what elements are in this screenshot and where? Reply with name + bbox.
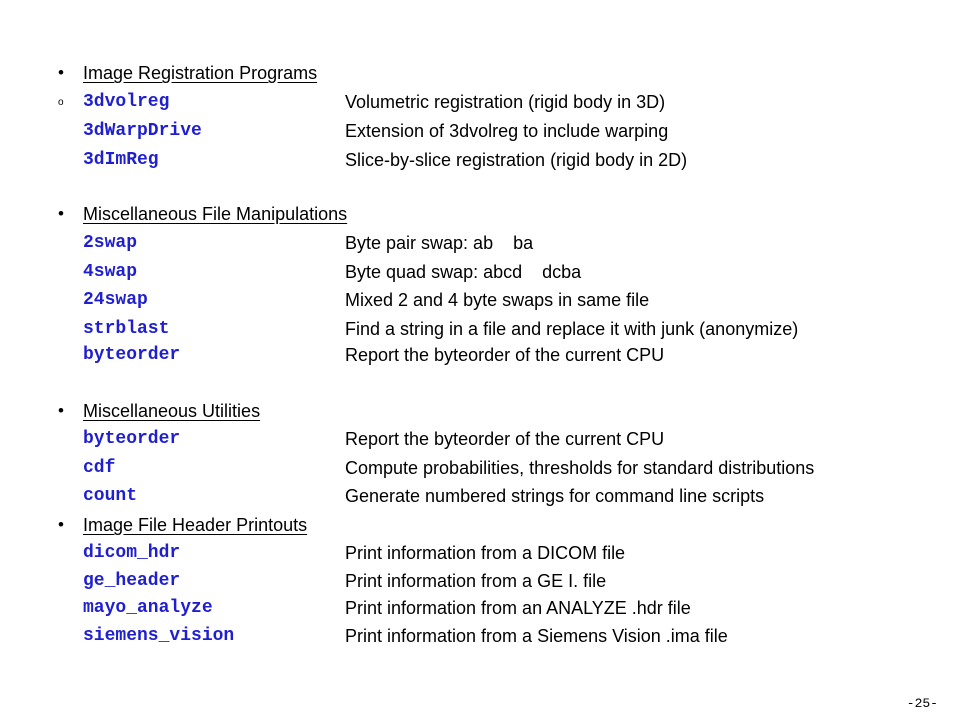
command-description: Print information from a GE I. file xyxy=(345,571,607,591)
command-name: ge_header xyxy=(83,571,181,591)
command-name: dicom_hdr xyxy=(83,543,181,563)
command-description: Print information from an ANALYZE .hdr file xyxy=(345,598,691,618)
command-description: Generate numbered strings for command line scripts xyxy=(345,486,765,506)
command-name: 3dWarpDrive xyxy=(83,121,202,141)
command-name: byteorder xyxy=(83,345,181,365)
command-description: Mixed 2 and 4 byte swaps in same file xyxy=(345,290,650,310)
command-description: Print information from a DICOM file xyxy=(345,543,626,563)
command-name: byteorder xyxy=(83,429,181,449)
command-name: siemens_vision xyxy=(83,626,235,646)
command-description: Print information from a Siemens Vision .ima file xyxy=(345,626,728,646)
command-description: Extension of 3dvolreg to include warping xyxy=(345,121,669,141)
command-name: 3dvolreg xyxy=(83,92,170,112)
command-name: 24swap xyxy=(83,290,148,310)
command-name: count xyxy=(83,486,138,506)
command-name: strblast xyxy=(83,319,170,339)
command-description: Report the byteorder of the current CPU xyxy=(345,345,665,365)
section-heading: Image Registration Programs xyxy=(83,63,318,83)
page-number: -25- xyxy=(906,696,938,711)
command-name: 2swap xyxy=(83,233,138,253)
command-description: Byte pair swap: ab ba xyxy=(345,233,534,253)
bullet-icon: • xyxy=(58,204,64,223)
command-description: Volumetric registration (rigid body in 3D) xyxy=(345,92,666,112)
bullet-icon: • xyxy=(58,515,64,534)
bullet-icon: • xyxy=(58,63,64,82)
section-heading: Miscellaneous File Manipulations xyxy=(83,204,348,224)
section-heading: Image File Header Printouts xyxy=(83,515,308,535)
command-name: cdf xyxy=(83,458,116,478)
command-description: Compute probabilities, thresholds for standard distributions xyxy=(345,458,815,478)
command-name: 4swap xyxy=(83,262,138,282)
command-description: Byte quad swap: abcd dcba xyxy=(345,262,582,282)
command-name: 3dImReg xyxy=(83,150,159,170)
bullet-icon: • xyxy=(58,401,64,420)
command-name: mayo_analyze xyxy=(83,598,213,618)
hollow-bullet-icon: o xyxy=(58,97,64,108)
command-description: Report the byteorder of the current CPU xyxy=(345,429,665,449)
section-heading: Miscellaneous Utilities xyxy=(83,401,261,421)
command-description: Find a string in a file and replace it with junk (anonymize) xyxy=(345,319,799,339)
command-description: Slice-by-slice registration (rigid body in 2D) xyxy=(345,150,688,170)
